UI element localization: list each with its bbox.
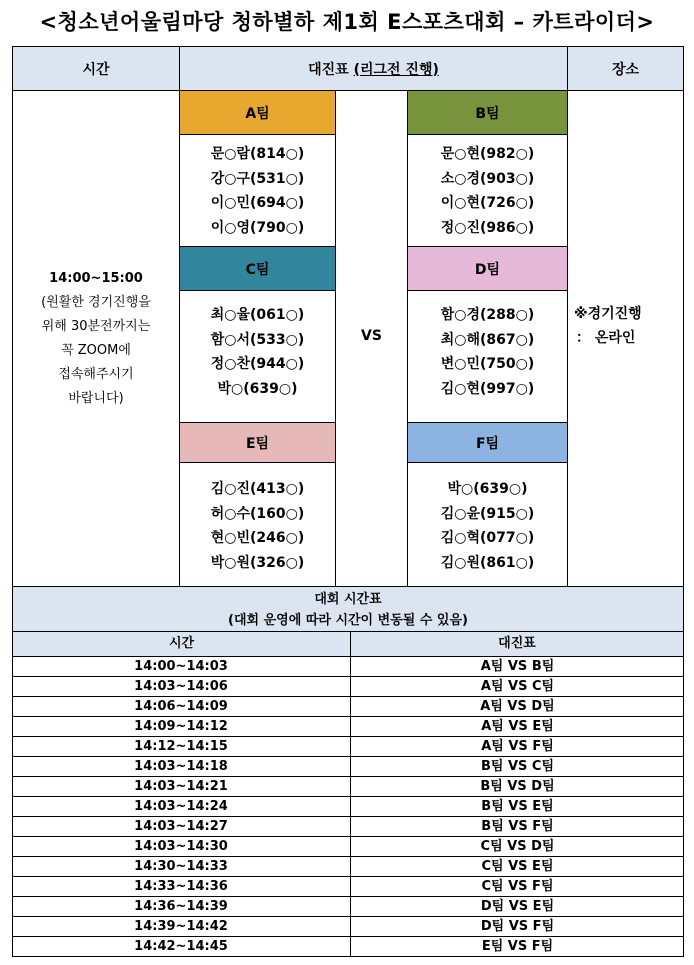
- schedule-match: A팀 VS B팀: [480, 659, 555, 674]
- team-b-header: [407, 90, 568, 135]
- header-bracket-detail: (리그전 진행): [353, 61, 439, 78]
- schedule-match: A팀 VS D팀: [480, 699, 555, 714]
- player: 최○해(867○): [440, 331, 535, 348]
- team-d-players: [407, 296, 568, 408]
- schedule-time: 14:30~14:33: [12, 857, 351, 876]
- team-a-players: [179, 135, 336, 247]
- schedule-match: C팀 VS E팀: [481, 859, 554, 874]
- player: 함○경(288○): [440, 307, 535, 323]
- schedule-match: B팀 VS D팀: [480, 779, 555, 794]
- time-note-3: 꼭 ZOOM에: [61, 342, 131, 358]
- header-time: [12, 46, 180, 91]
- team-c-name: C팀: [245, 261, 270, 278]
- schedule-row: [12, 757, 684, 777]
- schedule-col-match: 대진표: [498, 636, 536, 651]
- player: 함○서(533○): [210, 331, 305, 348]
- schedule-time: 14:39~14:42: [12, 917, 351, 936]
- player: 박○원(326○): [210, 554, 305, 571]
- team-f-name: F팀: [475, 435, 500, 452]
- schedule-row: [12, 897, 684, 917]
- schedule-time: 14:03~14:27: [12, 817, 351, 836]
- player: 김○현(997○): [440, 380, 535, 397]
- header-time-label: 시간: [82, 61, 110, 78]
- player: 박○(639○): [447, 481, 528, 497]
- time-note-1: (원활한 경기진행을: [41, 294, 151, 310]
- schedule-row: [12, 817, 684, 837]
- schedule-subtitle: (대회 운영에 따라 시간이 변동될 수 있음): [228, 613, 468, 628]
- schedule-row: [12, 857, 684, 877]
- player: 박○(639○): [217, 380, 298, 397]
- team-c-players: [179, 296, 336, 408]
- schedule-time: 14:00~14:03: [12, 657, 351, 676]
- schedule-match: B팀 VS C팀: [480, 759, 555, 774]
- schedule-row: [12, 937, 684, 957]
- team-a-header: [179, 90, 336, 135]
- time-info-cell: [12, 90, 180, 587]
- schedule-header-row: [12, 631, 684, 657]
- team-a-name: A팀: [245, 105, 270, 122]
- player: 문○람(814○): [210, 146, 305, 162]
- schedule-match: C팀 VS D팀: [480, 839, 555, 854]
- schedule-match: A팀 VS E팀: [481, 719, 554, 734]
- team-b-players: [407, 135, 568, 247]
- time-note-4: 접속해주시기: [58, 366, 134, 382]
- team-b-name: B팀: [475, 105, 500, 122]
- team-f-header: [407, 422, 568, 463]
- schedule-row: [12, 697, 684, 717]
- team-c-header: [179, 246, 336, 291]
- player: 문○현(982○): [440, 146, 535, 162]
- schedule-time: 14:33~14:36: [12, 877, 351, 896]
- player: 이○영(790○): [210, 219, 305, 236]
- player: 소○경(903○): [440, 170, 535, 187]
- page-title: <청소년어울림마당 청하별하 제1회 E스포츠대회 – 카트라이더>: [39, 10, 655, 34]
- player: 이○현(726○): [440, 195, 535, 211]
- schedule-match: C팀 VS F팀: [481, 879, 554, 894]
- schedule-match: E팀 VS F팀: [481, 939, 554, 954]
- schedule-time: 14:03~14:18: [12, 757, 351, 776]
- schedule-time: 14:36~14:39: [12, 897, 351, 916]
- schedule-title: 대회 시간표: [314, 592, 382, 607]
- header-bracket: [179, 46, 568, 91]
- header-venue-label: 장소: [611, 61, 640, 78]
- team-e-name: E팀: [245, 435, 270, 452]
- venue-line-2: ： 온라인: [576, 330, 636, 346]
- player: 정○찬(944○): [210, 356, 305, 372]
- header-venue: [567, 46, 684, 91]
- schedule-match: B팀 VS E팀: [481, 799, 554, 814]
- schedule-match: B팀 VS F팀: [481, 819, 554, 834]
- player: 김○원(861○): [440, 554, 535, 571]
- team-d-header: [407, 246, 568, 291]
- player: 최○율(061○): [210, 307, 305, 323]
- player: 현○빈(246○): [210, 530, 305, 546]
- player: 정○진(986○): [440, 219, 535, 236]
- team-d-name: D팀: [474, 261, 501, 278]
- schedule-row: [12, 777, 684, 797]
- schedule-row: [12, 677, 684, 697]
- schedule-row: [12, 917, 684, 937]
- team-e-players: [179, 470, 336, 582]
- vs-label: VS: [361, 328, 382, 344]
- schedule-row: [12, 797, 684, 817]
- schedule-time: 14:06~14:09: [12, 697, 351, 716]
- schedule-title-block: [12, 586, 684, 632]
- schedule-row: [12, 657, 684, 677]
- player: 강○구(531○): [210, 170, 305, 187]
- schedule-time: 14:03~14:06: [12, 677, 351, 696]
- venue-info: [567, 302, 684, 352]
- time-note-2: 위해 30분전까지는: [41, 318, 151, 334]
- schedule-time: 14:09~14:12: [12, 717, 351, 736]
- player: 김○진(413○): [210, 481, 305, 497]
- time-note-5: 바랍니다): [68, 390, 124, 406]
- schedule-row: [12, 737, 684, 757]
- header-bracket-prefix: 대진표: [308, 61, 354, 78]
- player: 김○윤(915○): [440, 505, 535, 522]
- player: 허○수(160○): [210, 505, 305, 522]
- team-f-players: [407, 470, 568, 582]
- schedule-row: [12, 877, 684, 897]
- schedule-match: A팀 VS F팀: [481, 739, 554, 754]
- schedule-time: 14:42~14:45: [12, 937, 351, 957]
- schedule-time: 14:03~14:24: [12, 797, 351, 816]
- player: 김○혁(077○): [440, 530, 535, 546]
- schedule-match: D팀 VS E팀: [480, 899, 555, 914]
- schedule-match: A팀 VS C팀: [480, 679, 555, 694]
- player: 변○민(750○): [440, 356, 535, 372]
- schedule-time: 14:03~14:21: [12, 777, 351, 796]
- team-e-header: [179, 422, 336, 463]
- schedule-col-time: 시간: [13, 632, 351, 656]
- schedule-time: 14:12~14:15: [12, 737, 351, 756]
- time-main: 14:00~15:00: [49, 270, 143, 286]
- schedule-row: [12, 837, 684, 857]
- venue-line-1: ※경기진행: [574, 306, 642, 322]
- schedule-time: 14:03~14:30: [12, 837, 351, 856]
- schedule-match: D팀 VS F팀: [480, 919, 555, 934]
- player: 이○민(694○): [210, 195, 305, 211]
- schedule-row: [12, 717, 684, 737]
